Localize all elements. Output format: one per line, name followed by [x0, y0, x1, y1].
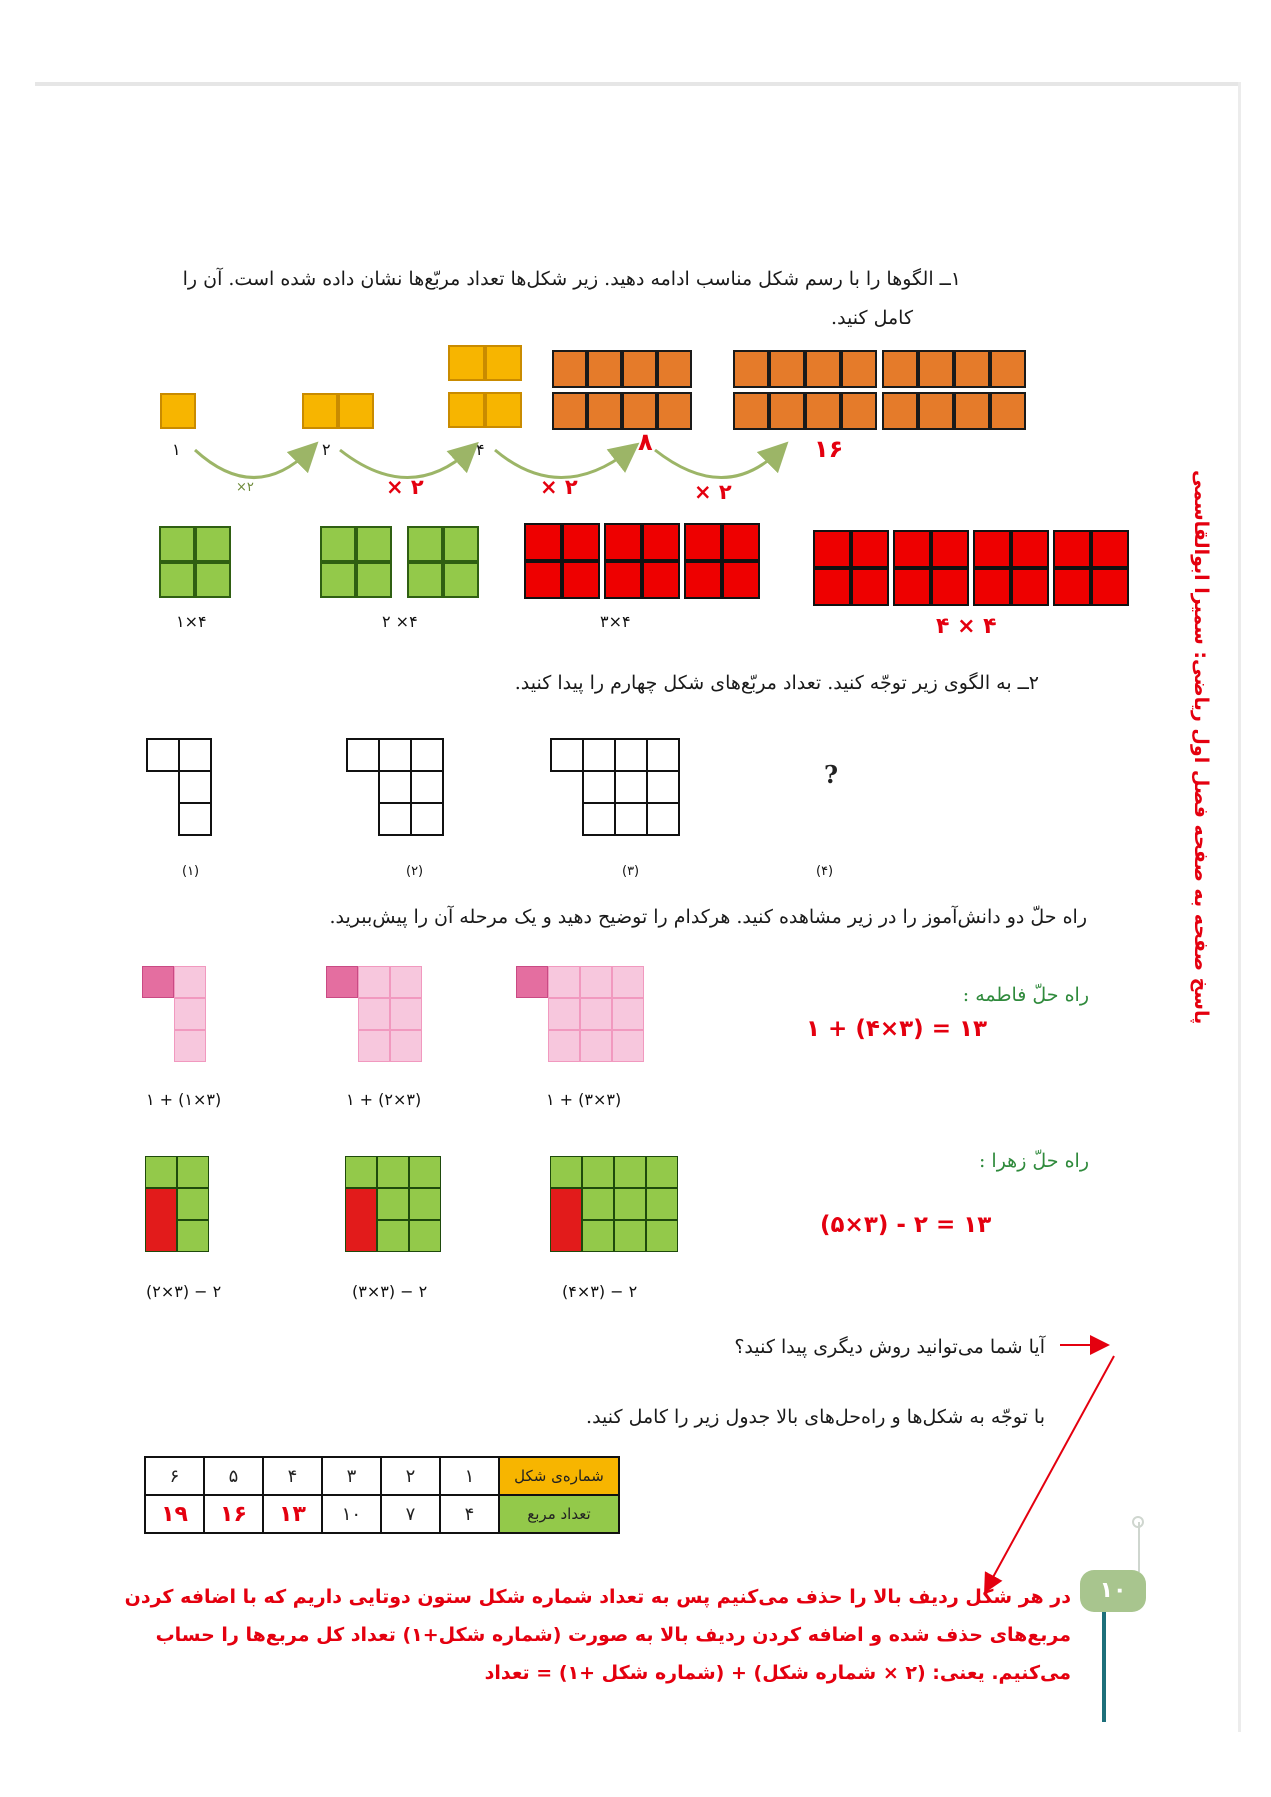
row1-label-1: ۱	[172, 440, 181, 459]
row1-label-5-answer: ۱۶	[814, 435, 844, 463]
fatemeh-title: راه حلّ فاطمه :	[962, 984, 1089, 1006]
table-row	[145, 1457, 619, 1495]
zahra-answer: (۵×۳) - ۲ = ۱۳	[820, 1212, 992, 1238]
row2-label-2: ۲ ×۴	[382, 612, 418, 631]
answer-line-1: در هر شکل ردیف بالا را حذف می‌کنیم پس به تعداد شماره شکل ستون دوتایی داریم که با اضافه کردن	[124, 1586, 1071, 1608]
row1-label-4-answer: ۸	[638, 428, 653, 456]
row1-mult-printed: ×۲	[236, 480, 254, 495]
row1-label-2: ۲	[322, 440, 331, 459]
row1-mult-answer-1: × ۲	[386, 475, 424, 499]
row1-mult-answer-3: × ۲	[694, 480, 732, 504]
page-tab-bar	[1102, 1612, 1106, 1722]
row1-label-3: ۴	[476, 440, 485, 459]
q1-instruction-line2: کامل کنید.	[831, 307, 913, 329]
q1-instruction-line1: ۱ــ الگوها را با رسم شکل مناسب ادامه دهید. زیر شکل‌ها تعداد مربّع‌ها نشان داده شده است. آن را	[182, 268, 961, 290]
q2-figure-label-1: (۱)	[182, 864, 200, 879]
fatemeh-label-1: ۱ + (۱×۳)	[146, 1090, 222, 1109]
answer-line-3: می‌کنیم. یعنی: (۲ × شماره شکل) + (شماره شکل +۱) = تعداد	[484, 1662, 1071, 1684]
page-number: ۱۰	[1080, 1570, 1146, 1612]
zahra-label-2: (۳×۳) − ۲	[352, 1282, 428, 1301]
fatemeh-label-2: ۱ + (۲×۳)	[346, 1090, 422, 1109]
table-intro: با توجّه به شکل‌ها و راه‌حل‌های بالا جدول زیر را کامل کنید.	[586, 1406, 1045, 1428]
table-row	[145, 1495, 619, 1533]
row2-label-1: ۱×۴	[176, 612, 207, 631]
table-cell: ۴	[440, 1495, 499, 1533]
table-cell: ۴	[263, 1457, 322, 1495]
q2-figure-label-3: (۳)	[622, 864, 640, 879]
side-author-note: پاسخ صفحه به صفحه فصل اول ریاضی: سمیرا ابوالقاسمی	[1190, 470, 1212, 1025]
q2-figure-label-2: (۲)	[406, 864, 424, 879]
answer-pointer-arrows	[980, 1330, 1120, 1610]
table-cell: ۷	[381, 1495, 440, 1533]
solutions-intro: راه حلّ دو دانش‌آموز را در زیر مشاهده کنید. هرکدام را توضیح دهید و یک مرحله آن را پیش‌ببرید.	[329, 906, 1087, 928]
table-answer-cell: ۱۳	[263, 1495, 322, 1533]
other-way-question: آیا شما می‌توانید روش دیگری پیدا کنید؟	[734, 1336, 1045, 1358]
table-cell: ۱۰	[322, 1495, 381, 1533]
row2-label-3: ۳×۴	[600, 612, 631, 631]
zahra-label-3: (۴×۳) − ۲	[562, 1282, 638, 1301]
fatemeh-answer: ۱ + (۴×۳) = ۱۳	[806, 1016, 988, 1042]
row2-label-4-answer: ۴ × ۴	[936, 614, 997, 639]
page-right-border	[1238, 82, 1241, 1732]
table-cell: ۲	[381, 1457, 440, 1495]
table-header-figure-number: شماره‌ی شکل	[499, 1457, 619, 1495]
fatemeh-label-3: ۱ + (۳×۳)	[546, 1090, 622, 1109]
zahra-label-1: (۲×۳) − ۲	[146, 1282, 222, 1301]
table-cell: ۳	[322, 1457, 381, 1495]
table-cell: ۵	[204, 1457, 263, 1495]
row1-mult-answer-2: × ۲	[540, 475, 578, 499]
q2-figure-4-question-mark: ?	[824, 760, 839, 789]
table-cell: ۱	[440, 1457, 499, 1495]
answer-explanation	[41, 1578, 1071, 1692]
page-tab-ring	[1132, 1516, 1144, 1528]
answer-line-2: مربع‌های حذف شده و اضافه کردن ردیف بالا به صورت (شماره شکل+۱) تعداد کل مربع‌ها را حساب	[155, 1624, 1071, 1646]
table-header-square-count: تعداد مربع	[499, 1495, 619, 1533]
zahra-title: راه حلّ زهرا :	[978, 1150, 1089, 1172]
page-top-border	[35, 82, 1240, 86]
q2-instruction: ۲ــ به الگوی زیر توجّه کنید. تعداد مربّع‌های شکل چهارم را پیدا کنید.	[514, 672, 1039, 694]
pattern-table	[144, 1456, 620, 1534]
table-answer-cell: ۱۶	[204, 1495, 263, 1533]
table-answer-cell: ۱۹	[145, 1495, 204, 1533]
page-tab-stem	[1138, 1522, 1140, 1572]
q2-figure-label-4: (۴)	[816, 864, 834, 879]
table-cell: ۶	[145, 1457, 204, 1495]
